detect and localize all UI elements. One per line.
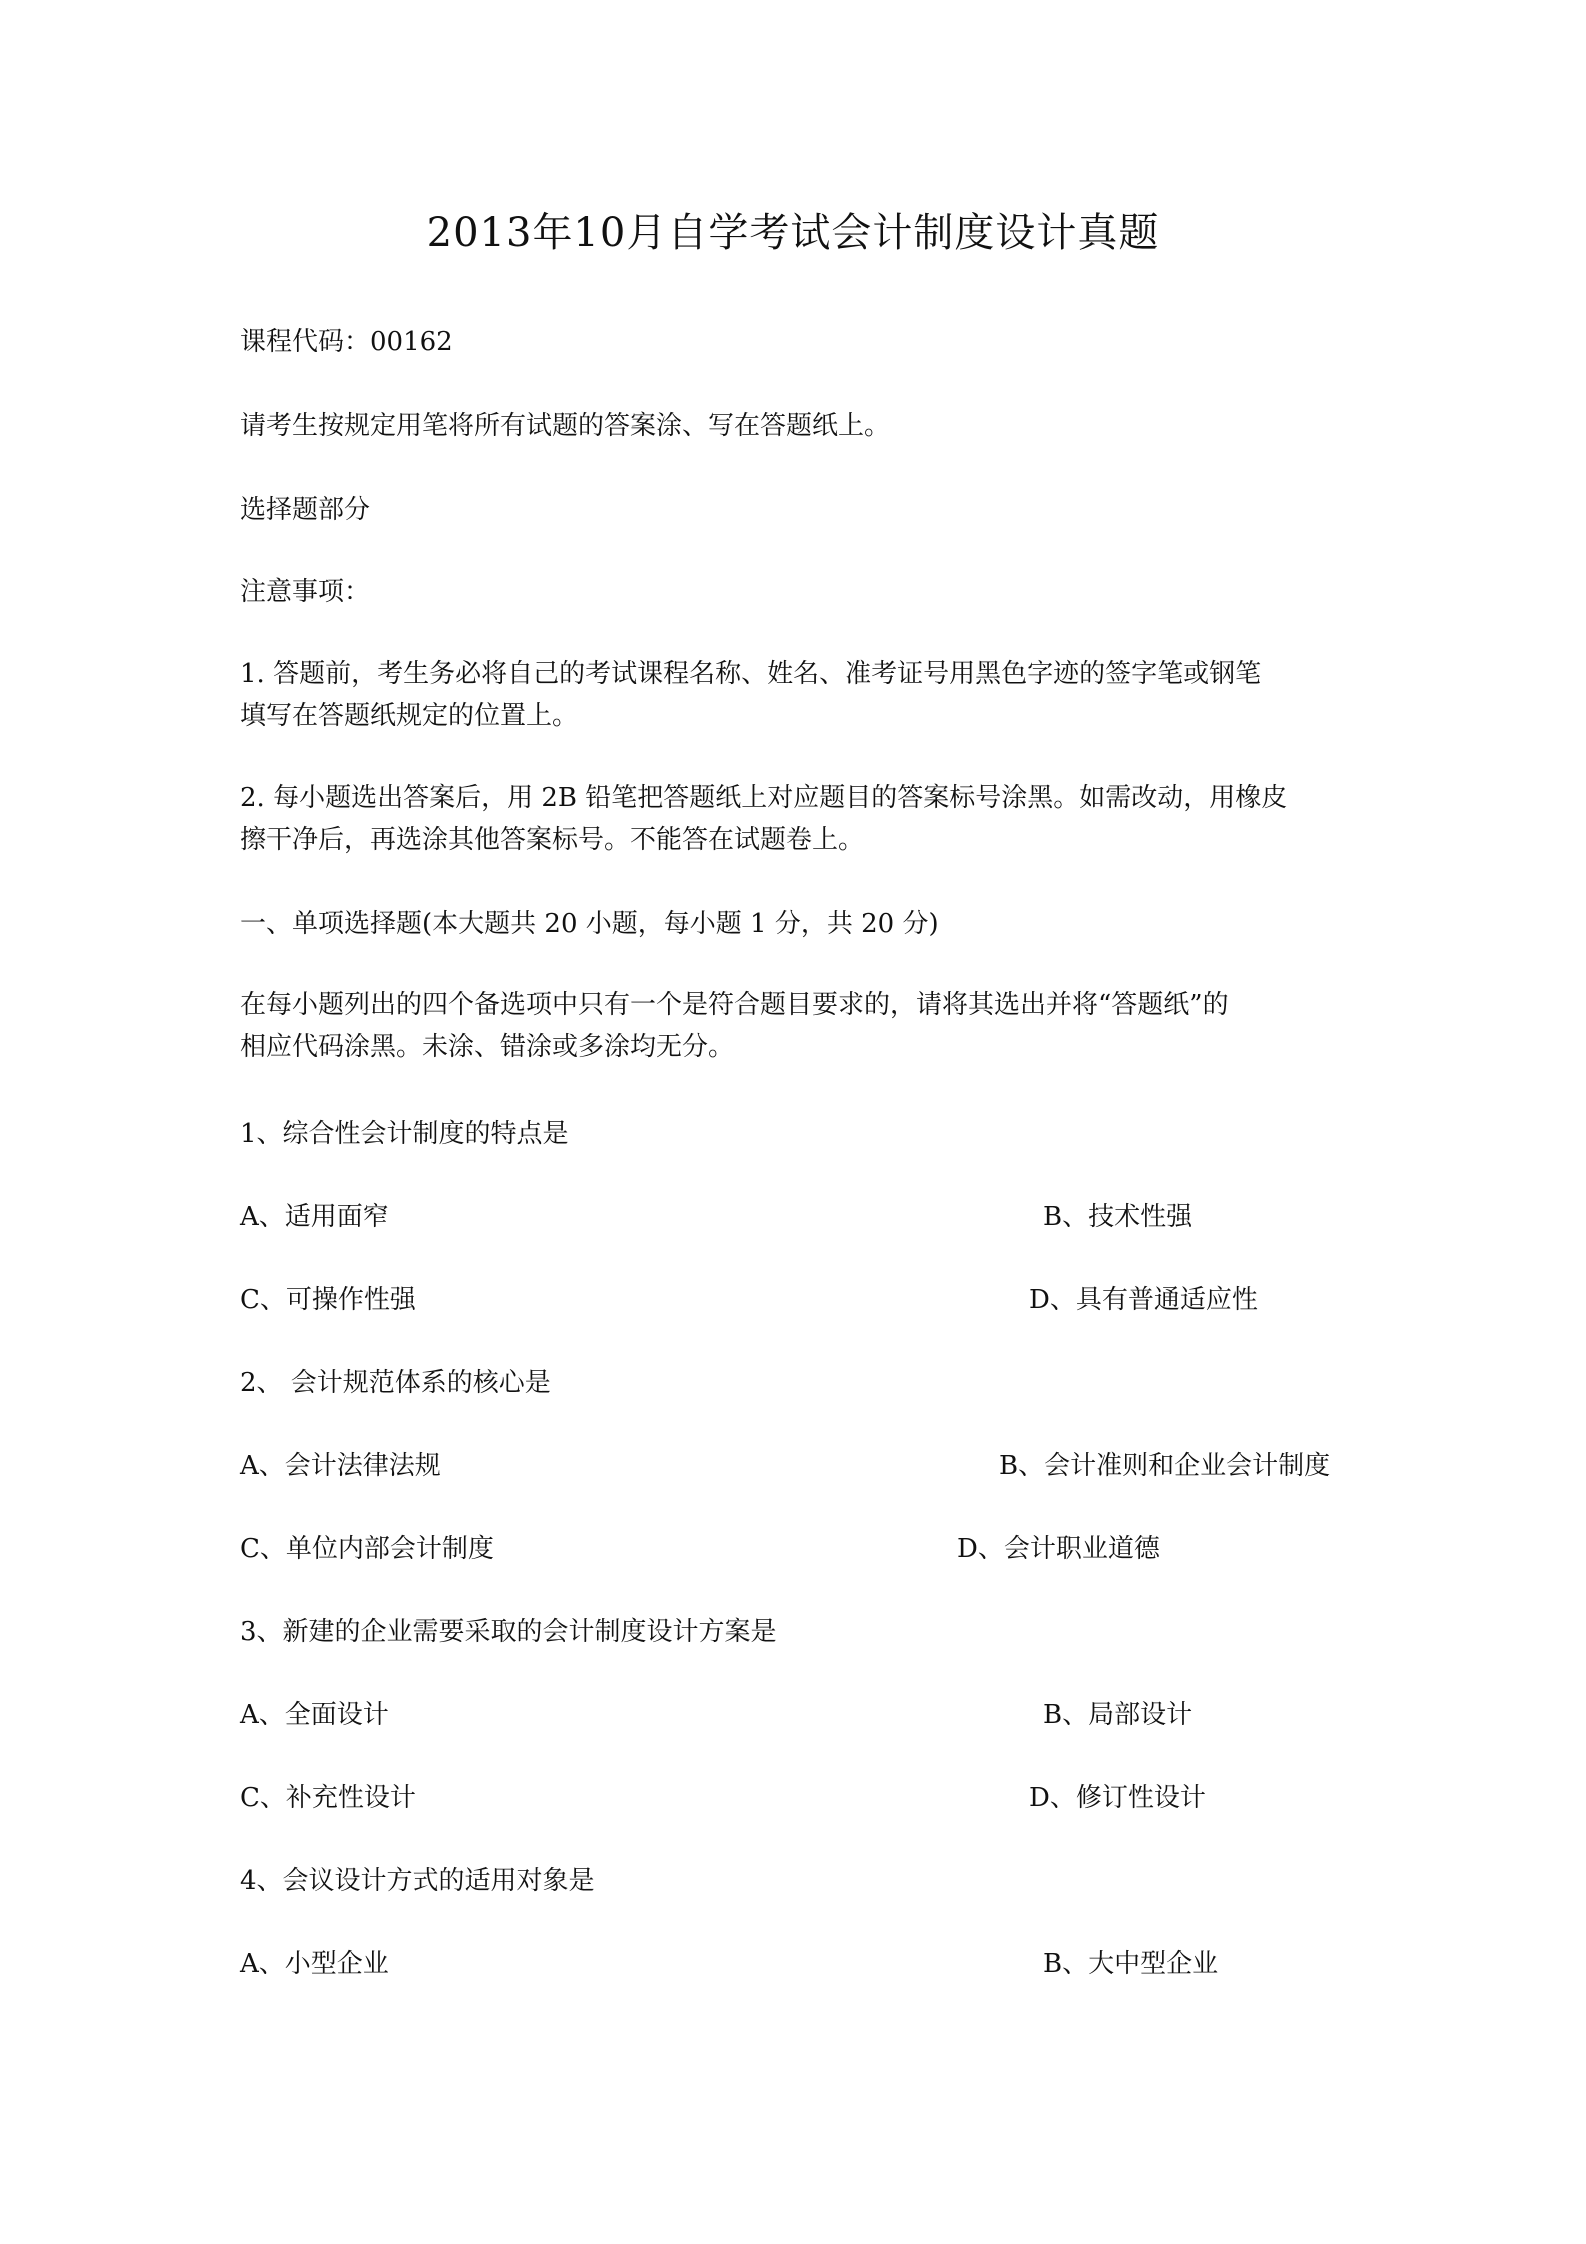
note-2-line-2: 擦干净后，再选涂其他答案标号。不能答在试题卷上。 <box>240 825 865 855</box>
question-3-option-a: A、全面设计 <box>240 1700 389 1730</box>
question-4-option-b: B、大中型企业 <box>1043 1949 1219 1979</box>
question-4-stem: 4、会议设计方式的适用对象是 <box>240 1866 595 1896</box>
section-label: 选择题部分 <box>240 495 371 525</box>
question-1-option-c: C、可操作性强 <box>240 1285 416 1315</box>
question-1-stem: 1、综合性会计制度的特点是 <box>240 1119 569 1149</box>
question-2-option-c: C、单位内部会计制度 <box>240 1534 494 1564</box>
page-title: 2013年10月自学考试会计制度设计真题 <box>426 210 1160 256</box>
question-4-option-a: A、小型企业 <box>240 1949 389 1979</box>
question-2-option-d: D、会计职业道德 <box>957 1534 1160 1564</box>
note-2 <box>240 777 1350 861</box>
general-instruction: 请考生按规定用笔将所有试题的答案涂、写在答题纸上。 <box>240 411 891 441</box>
note-1-line-2: 填写在答题纸规定的位置上。 <box>240 701 579 731</box>
notice-heading: 注意事项： <box>240 577 371 607</box>
course-code: 课程代码：00162 <box>240 327 453 357</box>
question-2-option-a: A、会计法律法规 <box>240 1451 441 1481</box>
question-3-option-d: D、修订性设计 <box>1029 1783 1206 1813</box>
part-one-instruction-line-2: 相应代码涂黑。未涂、错涂或多涂均无分。 <box>240 1032 735 1062</box>
note-1-line-1: 1. 答题前，考生务必将自己的考试课程名称、姓名、准考证号用黑色字迹的签字笔或钢笔 <box>240 659 1262 689</box>
note-2-line-1: 2. 每小题选出答案后，用 2B 铅笔把答题纸上对应题目的答案标号涂黑。如需改动，用橡皮 <box>240 783 1288 813</box>
question-2-stem: 2、 会计规范体系的核心是 <box>240 1368 551 1398</box>
note-1 <box>240 653 1350 737</box>
question-1-option-b: B、技术性强 <box>1043 1202 1193 1232</box>
part-one-heading: 一、单项选择题(本大题共 20 小题，每小题 1 分，共 20 分) <box>240 909 939 939</box>
question-3-stem: 3、新建的企业需要采取的会计制度设计方案是 <box>240 1617 777 1647</box>
part-one-instruction-line-1: 在每小题列出的四个备选项中只有一个是符合题目要求的，请将其选出并将“答题纸”的 <box>240 990 1229 1020</box>
question-2-option-b: B、会计准则和企业会计制度 <box>999 1451 1331 1481</box>
part-one-instruction <box>240 984 1350 1068</box>
question-3-option-c: C、补充性设计 <box>240 1783 416 1813</box>
question-1-option-a: A、适用面窄 <box>240 1202 389 1232</box>
question-3-option-b: B、局部设计 <box>1043 1700 1193 1730</box>
question-1-option-d: D、具有普通适应性 <box>1029 1285 1258 1315</box>
